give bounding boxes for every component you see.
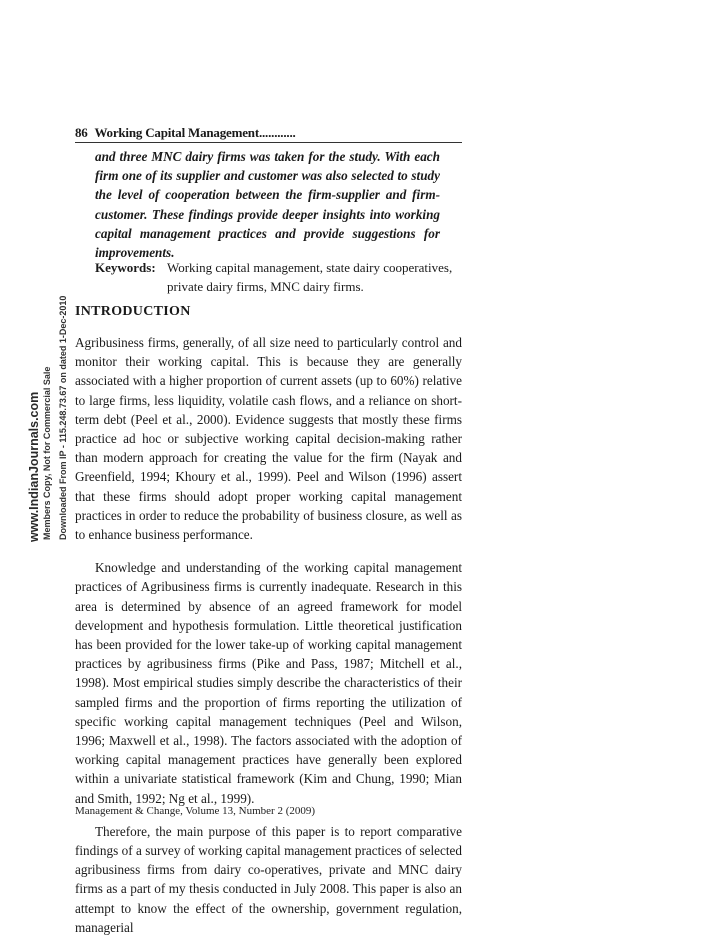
body-text bbox=[75, 333, 462, 951]
watermark-download-notice: Downloaded From IP - 115.248.73.67 on dated 1-Dec-2010 bbox=[58, 295, 68, 540]
watermark bbox=[0, 0, 80, 943]
paragraph-1: Agribusiness firms, generally, of all size need to particularly control and monitor their working capital. This is because they are generally associated with a higher proportion of current assets (up to 60%) relative to large firms, less liquidity, volatile cash flows, and a reliance on short-term debt (Peel et al., 2000). Evidence suggests that mostly these firms practice ad hoc or subjective working capital decision-making rather than modern approach for creating the value for the firm (Nayak and Greenfield, 1994; Khoury et al., 1999). Peel and Wilson (1996) assert that these firms should adopt proper working capital management practices in order to reduce the probability of business closure, as well as to enhance business performance. bbox=[75, 335, 462, 543]
watermark-copy-notice: Members Copy, Not for Commercial Sale bbox=[42, 366, 52, 540]
keywords-label: Keywords: bbox=[95, 260, 156, 275]
paragraph-2: Knowledge and understanding of the working capital management practices of Agribusiness firms is currently inadequate. Research in this area is determined by absence of an agreed framework for model development and hypothesis formulation. Little theoretical justification has been provided for the lower take-up of working capital management practices by agribusiness firms (Pike and Pass, 1987; Mitchell et al., 1998). Most empirical studies simply describe the characteristics of their sampled firms and the proportion of firms reporting the utilization of specific working capital management techniques (Peel and Wilson, 1996; Maxwell et al., 1998). The factors associated with the adoption of working capital management practices have generally been explored within a univariate statistical framework (Kim and Chung, 1990; Mian and Smith, 1992; Ng et al., 1999). bbox=[75, 560, 462, 806]
running-header bbox=[75, 125, 462, 143]
watermark-site: www.IndianJournals.com bbox=[27, 391, 41, 542]
keywords-text: Working capital management, state dairy cooperatives, private dairy firms, MNC dairy firms. bbox=[167, 260, 453, 294]
keywords bbox=[95, 259, 455, 296]
page-footer: Management & Change, Volume 13, Number 2 (2009) bbox=[75, 805, 316, 817]
section-title: INTRODUCTION bbox=[75, 304, 191, 319]
paragraph-3: Therefore, the main purpose of this paper is to report comparative findings of a survey of working capital management practices of selected agribusiness firms from dairy co-operatives, private and MNC dairy firms as a part of my thesis conducted in July 2008. This paper is also an attempt to know the effect of the ownership, government regulation, managerial bbox=[75, 823, 462, 935]
abstract-text: and three MNC dairy firms was taken for the study. With each firm one of its supplier and customer was also selected to study the level of cooperation between the firm-supplier and firm-customer. These findings provide deeper insights into working capital management practices and provide suggestions for improvements. bbox=[95, 149, 440, 261]
page-number: 86 bbox=[75, 125, 88, 140]
running-title: Working Capital Management............ bbox=[94, 125, 296, 140]
